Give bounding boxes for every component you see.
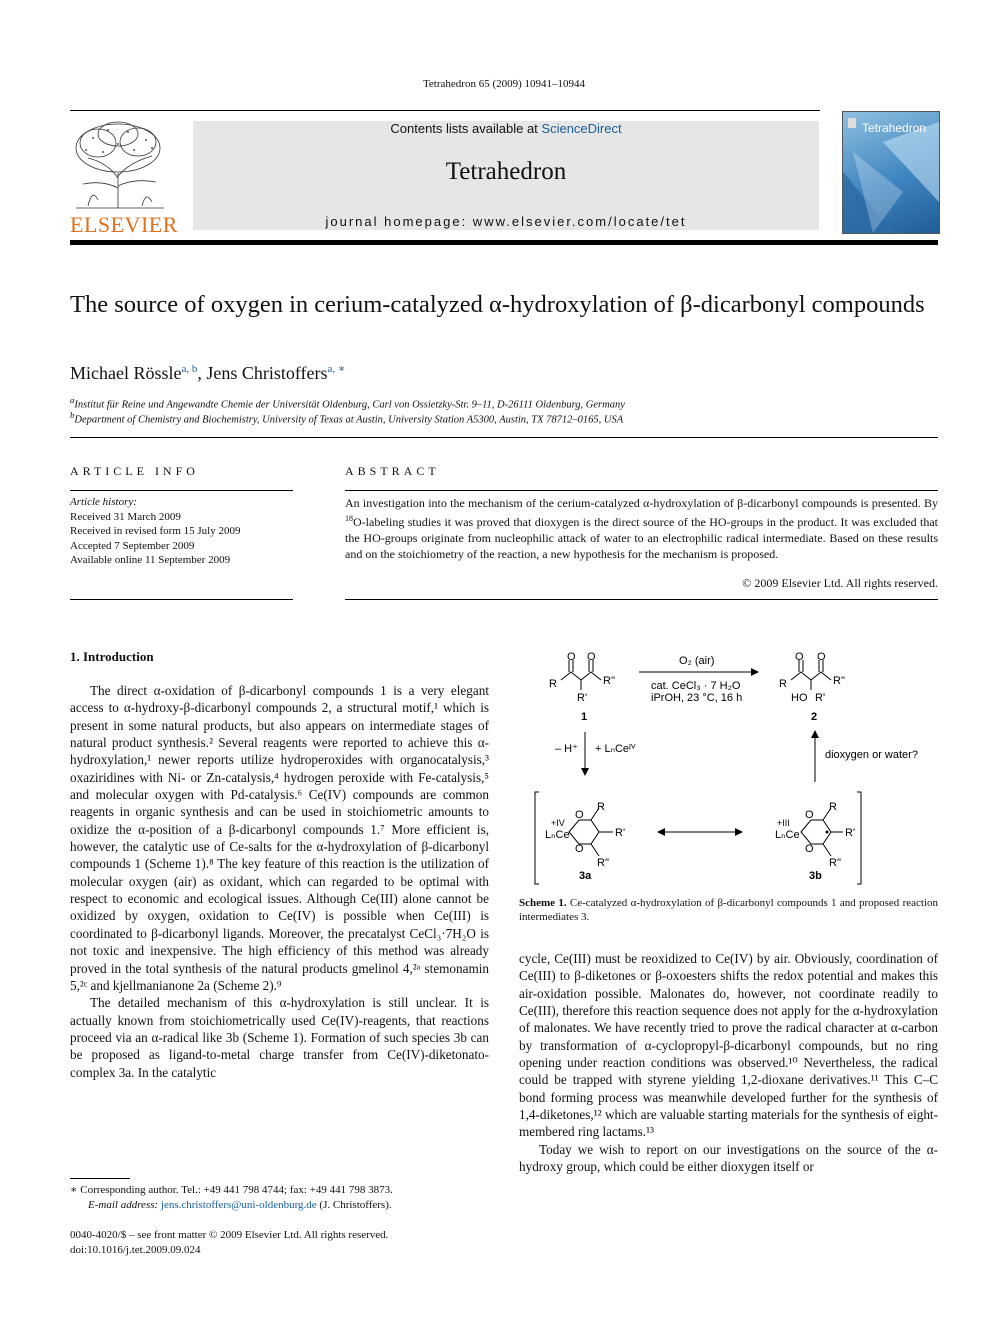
lnce-3b: LₙCe: [775, 829, 800, 841]
affiliation-b: [70, 410, 623, 426]
c3a-R: R: [597, 801, 605, 813]
authors: [70, 362, 345, 384]
c2-O2: O: [817, 651, 826, 663]
reagent-conditions: iPrOH, 23 °C, 16 h: [651, 692, 743, 704]
journal-homepage[interactable]: journal homepage: www.elsevier.com/locate/tet: [325, 214, 687, 229]
title-rule: [70, 437, 938, 438]
issn-line: 0040-4020/$ – see front matter © 2009 Elsevier Ltd. All rights reserved.: [70, 1229, 389, 1241]
author-1-affil[interactable]: a, b: [181, 363, 198, 375]
abstract-text: [345, 495, 938, 562]
abstract-rule-bottom: [345, 599, 938, 600]
author-2-affil[interactable]: a, ∗: [327, 363, 346, 375]
header-thick-rule: [70, 240, 938, 245]
contents-prefix: Contents lists available at: [390, 121, 542, 136]
plus-cerium: + LₙCeᴵⱽ: [595, 743, 636, 755]
affiliation-b-mark: b: [70, 410, 75, 420]
abstract-part-1: An investigation into the mechanism of the cerium-catalyzed α-hydroxylation of β-dicarbonyl compounds is presented. By: [345, 496, 938, 510]
c3a-R2: R'': [597, 857, 610, 869]
abstract-part-2: O-labeling studies it was proved that dioxygen is the direct source of the HO-groups in the product. It was excluded that the HO-groups originate from nucleophilic attack of water to an electrophilic radical intermediate. Based on these results and on the stoichiometry of the reaction, a new hypothesis for the mechanism is proposed.: [345, 515, 938, 561]
c3b-O2: O: [805, 843, 814, 855]
c3a-O1: O: [575, 809, 584, 821]
right-paragraph-1: cycle, Ce(III) must be reoxidized to Ce(IV) by air. Obviously, coordination of Ce(III) to β-diketones or β-oxoesters shifts the redox potential and makes this air-oxidation possible. Malonates do, however, not coordinate readily to Ce(III), therefore this reaction sequence does not apply for the α-hydroxylation of malonates. We have recently tried to prove the radical character at α-carbon by transformation of α-cyclopropyl-β-dicarbonyl compounds, but no ring opening under reaction conditions was observed.¹⁰ Nevertheless, the radical could be trapped with styrene yielding 1,2-dioxane derivatives.¹¹ This C–C bond forming process was meanwhile developed further for the synthesis of 1,4-diketones,¹² which are valuable starting materials for the synthesis of eight-membered ring lactams.¹³: [519, 951, 938, 1140]
c3a-R1: R': [615, 827, 626, 839]
journal-citation: Tetrahedron 65 (2009) 10941–10944: [422, 78, 586, 90]
c2-R1: R': [815, 692, 826, 704]
front-matter: [70, 1228, 388, 1258]
introduction-heading: 1. Introduction: [70, 649, 154, 664]
abstract-rule-top: [345, 490, 938, 491]
intro-paragraph-1: The direct α-oxidation of β-dicarbonyl compounds 1 is a very elegant access to α-hydroxy-β-dicarbonyl compounds 2, a structural motif,¹ which is present in some natural products, but also appears on intermediate stages of natural product synthesis.² Several reagents were reported to achieve this α-hydroxylation,¹ newer reports utilize hydroperoxides with organocatalysis,³ oxaziridines with Ni- or Zn-catalysis,⁴ hydrogen peroxide with Fe-catalysis,⁵ and molecular oxygen with Pd-catalysis.⁶ Ce(IV) compounds are common reagents in organic synthesis and can be used in stoichiometric amounts to oxidize the α-position of a β-dicarbonyl compounds 1.⁷ More efficient is, however, the catalytic use of Ce-salts for the α-hydroxylation of β-dicarbonyl compounds 1 (Scheme 1).⁸ The key feature of this reaction is the utilization of molecular oxygen (air) as oxidant, which can regarded to be optimal with respect to economic and ecological issues. Although Ce(III) alone cannot be oxidized by oxygen, oxidation to Ce(IV) is possible when Ce(III) is coordinated to β-dicarbonyl ligands. Moreover, the precatalyst CeCl₃·7H₂O is not toxic and inexpensive. The high efficiency of this method was already proved in the total synthesis of the natural products gmelinol 4,²ᵃ stemonamin 5,²ᶜ and kjellmanianone 2a (Scheme 2).⁹: [70, 683, 489, 993]
c3b-R1: R': [845, 827, 856, 839]
reagent-catalyst: cat. CeCl₃ · 7 H₂O: [651, 680, 741, 692]
c2-R2: R'': [833, 675, 846, 687]
footnote: [70, 1183, 489, 1213]
c3b-R2: R'': [829, 857, 842, 869]
compound-2-structure: [791, 660, 831, 690]
label-1: 1: [581, 711, 588, 723]
right-paragraph-2: Today we wish to report on our investigations on the source of the α-hydroxy group, which could be either dioxygen itself or: [519, 1141, 938, 1175]
left-column: [70, 682, 489, 1081]
affiliation-a-text: Institut für Reine und Angewandte Chemie der Universität Oldenburg, Carl von Ossietzky-Str. 9–11, D-26111 Oldenburg, Germany: [74, 399, 625, 411]
article-info-rule-bottom: [70, 599, 293, 600]
email-label: E-mail address:: [88, 1199, 161, 1211]
email-suffix: (J. Christoffers).: [316, 1199, 392, 1211]
accepted-date: Accepted 7 September 2009: [70, 539, 195, 552]
isotope-sup: 18: [345, 514, 353, 523]
right-column: [519, 950, 938, 1175]
article-history: [70, 495, 293, 568]
header-rule: [70, 110, 820, 111]
scheme-caption-text: Ce-catalyzed α-hydroxylation of β-dicarbonyl compounds 1 and proposed reaction intermediates 3.: [519, 897, 939, 923]
c1-R: R: [549, 678, 557, 690]
affiliation-a: [70, 395, 625, 411]
article-info-heading: ARTICLE INFO: [70, 464, 199, 478]
ce-iv-label: +IV: [551, 818, 565, 828]
minus-proton: – H⁺: [555, 743, 578, 755]
scheme-caption-label: Scheme 1.: [519, 897, 567, 909]
corresponding-author: ∗ Corresponding author. Tel.: +49 441 798 4744; fax: +49 441 798 3873.: [70, 1184, 393, 1196]
c1-R2: R'': [603, 675, 616, 687]
online-date: Available online 11 September 2009: [70, 554, 231, 566]
abstract-heading: ABSTRACT: [345, 464, 440, 478]
author-2: Jens Christoffers: [206, 363, 328, 383]
scheme-1-figure: [519, 642, 938, 892]
c2-R: R: [779, 678, 787, 690]
article-info-rule-top: [70, 490, 293, 491]
elsevier-wordmark: ELSEVIER: [70, 212, 178, 237]
author-1: Michael Rössle: [70, 363, 182, 383]
email-link[interactable]: jens.christoffers@uni-oldenburg.de: [160, 1199, 317, 1211]
footnote-rule: [70, 1178, 130, 1179]
compound-1-structure: [561, 660, 601, 690]
received-date: Received 31 March 2009: [70, 510, 181, 523]
label-3b: 3b: [809, 870, 822, 882]
abstract-copyright: © 2009 Elsevier Ltd. All rights reserved.: [742, 576, 938, 590]
c1-O2: O: [587, 651, 596, 663]
question-label: dioxygen or water?: [825, 749, 918, 761]
label-2: 2: [811, 711, 818, 723]
affiliation-a-mark: a: [70, 395, 75, 405]
reagent-oxygen: O₂ (air): [679, 655, 715, 667]
c3b-R: R: [829, 801, 837, 813]
c3b-O1: O: [805, 809, 814, 821]
c1-O1: O: [567, 651, 576, 663]
history-label: Article history:: [70, 496, 137, 508]
lnce-3a: LₙCe: [545, 829, 570, 841]
affiliation-b-text: Department of Chemistry and Biochemistry, University of Texas at Austin, University Station A5300, Austin, TX 78712–0165, USA: [74, 414, 624, 426]
contents-line: [193, 121, 819, 136]
c2-HO: HO: [791, 692, 808, 704]
c1-R1: R': [577, 692, 588, 704]
intro-paragraph-2: The detailed mechanism of this α-hydroxylation is still unclear. It is actually known from stoichiometrically used Ce(IV)-reagents, that reactions proceed via an α-radical like 3b (Scheme 1). Formation of such species 3b can be proposed as ligand-to-metal charge transfer from Ce(IV)-diketonato-complex 3a. In the catalytic: [70, 995, 489, 1080]
label-3a: 3a: [579, 870, 592, 882]
scheme-caption: [519, 896, 938, 924]
sciencedirect-link[interactable]: ScienceDirect: [541, 121, 622, 136]
c2-O1: O: [795, 651, 804, 663]
c3a-O2: O: [575, 843, 584, 855]
doi-line[interactable]: doi:10.1016/j.tet.2009.09.024: [70, 1244, 201, 1256]
cover-title: Tetrahedron: [862, 121, 927, 135]
revised-date: Received in revised form 15 July 2009: [70, 525, 241, 537]
paper-title: The source of oxygen in cerium-catalyzed α-hydroxylation of β-dicarbonyl compounds: [70, 291, 925, 318]
author-separator: ,: [197, 363, 207, 383]
ce-iii-label: +III: [777, 818, 790, 828]
journal-name: Tetrahedron: [445, 158, 567, 185]
